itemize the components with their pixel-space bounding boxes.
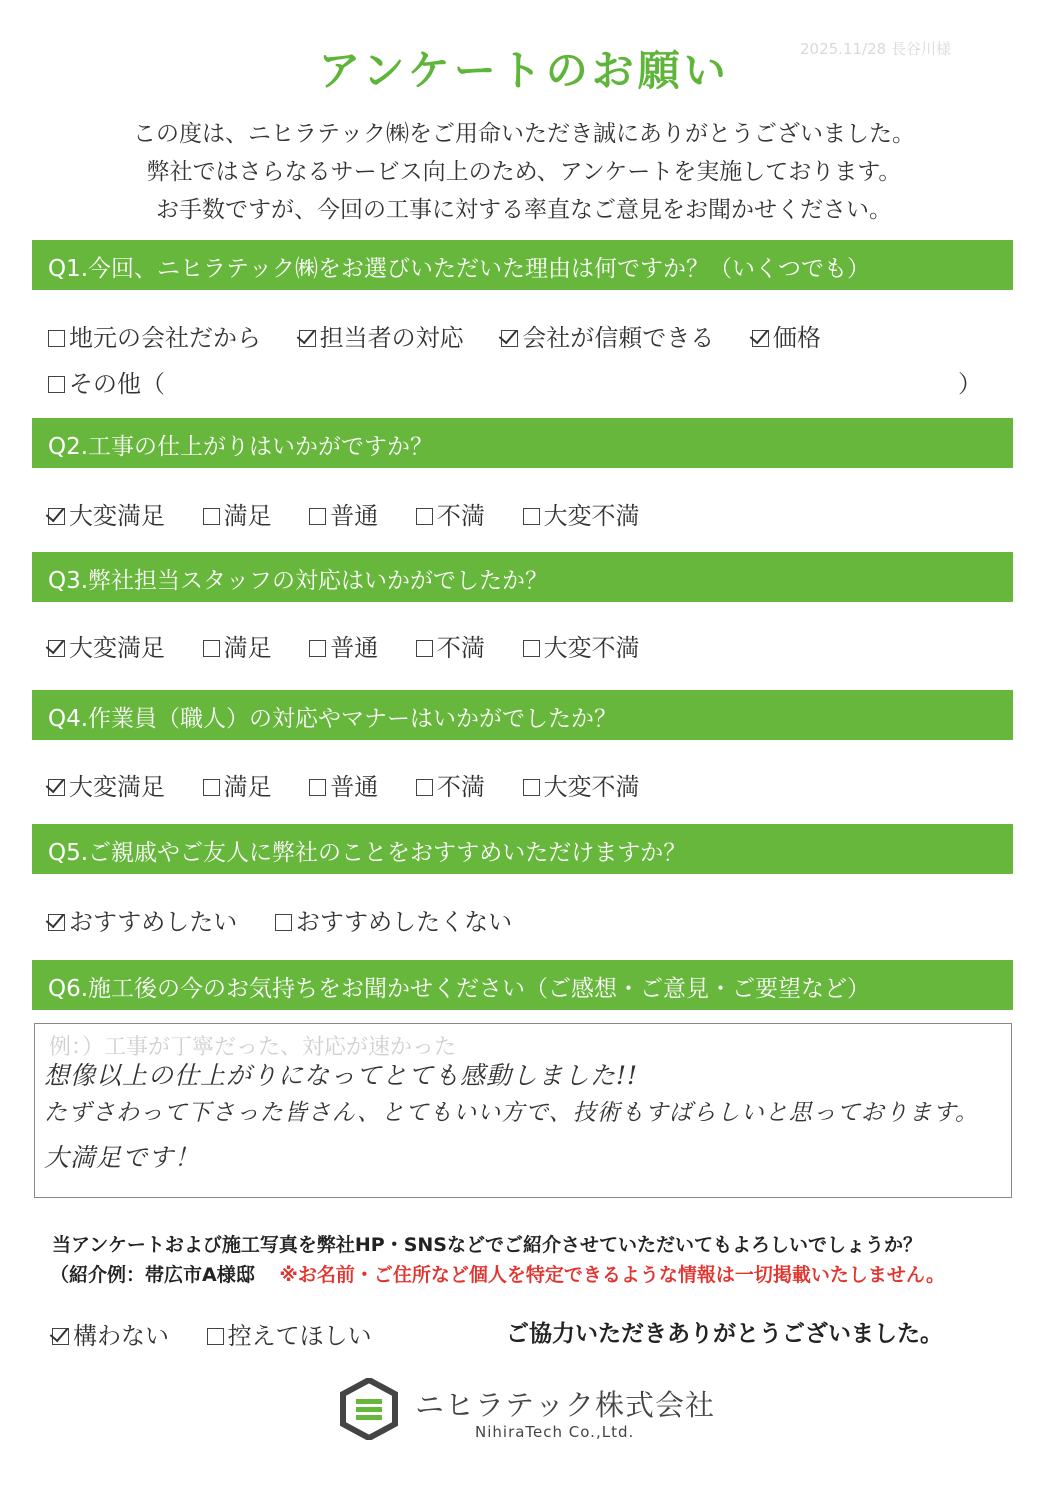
company-name: ニヒラテック株式会社 <box>415 1388 716 1422</box>
option-label: 不満 <box>436 502 485 530</box>
q1-label: Q1.今回、ニヒラテック㈱をお選びいただいた理由は何ですか？（いくつでも） <box>48 256 871 282</box>
page-title: アンケートのお願い <box>318 46 730 95</box>
option-label: 大変不満 <box>543 634 640 662</box>
company-name-en: NihiraTech Co.,Ltd. <box>475 1423 635 1441</box>
thanks-message: ご協力いただきありがとうございました。 <box>506 1321 943 1347</box>
option-label: 普通 <box>330 502 379 530</box>
q2-label: Q2.工事の仕上がりはいかがですか？ <box>48 434 434 460</box>
permission-example: （紹介例：帯広市A様邸 <box>50 1264 255 1286</box>
checkbox[interactable] <box>48 914 65 931</box>
permission-option-allow[interactable] <box>52 1316 169 1351</box>
q4-option[interactable] <box>309 767 378 802</box>
permission-options <box>52 1316 402 1351</box>
q2-option[interactable] <box>416 496 485 531</box>
checkbox[interactable] <box>309 508 326 525</box>
q5-label: Q5.ご親戚やご友人に弊社のことをおすすめいただけますか？ <box>48 840 687 866</box>
checkbox[interactable] <box>203 779 220 796</box>
q2-option[interactable] <box>48 496 165 531</box>
other-close-paren: ） <box>958 370 982 398</box>
option-label: 普通 <box>330 634 379 662</box>
checkbox[interactable] <box>309 640 326 657</box>
q1-header <box>32 240 1013 290</box>
option-label: 価格 <box>772 324 821 352</box>
q4-option[interactable] <box>203 767 272 802</box>
q6-label: Q6.施工後の今のお気持ちをお聞かせください（ご感想・ご意見・ご要望など） <box>48 976 871 1002</box>
option-label: 構わない <box>73 1322 169 1350</box>
checkbox[interactable] <box>299 330 316 347</box>
checkbox[interactable] <box>203 640 220 657</box>
comment-example: 例：）工事が丁寧だった、対応が速かった <box>49 1035 457 1060</box>
q1-option-local[interactable] <box>48 318 261 353</box>
intro-line-1: この度は、ニヒラテック㈱をご用命いただき誠にありがとうございました。 <box>133 121 915 147</box>
q1-options <box>48 318 851 353</box>
option-label: 地元の会社だから <box>69 324 261 352</box>
q3-options <box>48 628 670 663</box>
q3-label: Q3.弊社担当スタッフの対応はいかがでしたか？ <box>48 568 549 594</box>
option-label: おすすめしたい <box>69 908 238 936</box>
checkbox[interactable] <box>416 779 433 796</box>
checkbox[interactable] <box>501 330 518 347</box>
q2-header <box>32 418 1013 468</box>
checkbox[interactable] <box>275 914 292 931</box>
option-label: 満足 <box>223 634 272 662</box>
checkbox[interactable] <box>523 508 540 525</box>
checkbox[interactable] <box>203 508 220 525</box>
checkbox[interactable] <box>416 508 433 525</box>
option-label: 大変不満 <box>543 502 640 530</box>
checkbox[interactable] <box>207 1328 224 1345</box>
q5-option-no[interactable] <box>275 902 512 937</box>
comment-line-2: たずさわって下さった皆さん、とてもいい方で、技術もすばらしいと思っております。 <box>44 1100 979 1126</box>
q4-label: Q4.作業員（職人）の対応やマナーはいかがでしたか？ <box>48 706 618 732</box>
checkbox[interactable] <box>752 330 769 347</box>
checkbox[interactable] <box>52 1328 69 1345</box>
q5-options <box>48 902 542 937</box>
option-label: 満足 <box>223 773 272 801</box>
q4-options <box>48 767 670 802</box>
option-label: 会社が信頼できる <box>522 324 715 352</box>
q5-header <box>32 824 1013 874</box>
option-label: 普通 <box>330 773 379 801</box>
q3-option[interactable] <box>523 628 640 663</box>
intro-line-2: 弊社ではさらなるサービス向上のため、アンケートを実施しております。 <box>146 159 902 185</box>
q2-option[interactable] <box>203 496 272 531</box>
option-label: 担当者の対応 <box>319 324 464 352</box>
q3-option[interactable] <box>48 628 165 663</box>
option-label: おすすめしたくない <box>295 908 513 936</box>
q3-header <box>32 552 1013 602</box>
company-logo-icon <box>338 1378 400 1440</box>
option-label: 控えてほしい <box>227 1322 372 1350</box>
q2-options <box>48 496 670 531</box>
q5-option-yes[interactable] <box>48 902 237 937</box>
option-label: 大変満足 <box>69 634 165 662</box>
checkbox[interactable] <box>416 640 433 657</box>
option-label: 大変不満 <box>543 773 640 801</box>
option-label: 不満 <box>436 773 485 801</box>
q1-option-price[interactable] <box>752 318 821 353</box>
q1-option-other[interactable] <box>48 364 165 399</box>
q4-option[interactable] <box>523 767 640 802</box>
q2-option[interactable] <box>309 496 378 531</box>
checkbox[interactable] <box>48 508 65 525</box>
checkbox[interactable] <box>523 640 540 657</box>
date-stamp: 2025.11/28 長谷川様 <box>800 40 951 58</box>
q4-option[interactable] <box>48 767 165 802</box>
option-label: 満足 <box>223 502 272 530</box>
q3-option[interactable] <box>416 628 485 663</box>
checkbox[interactable] <box>48 640 65 657</box>
q4-header <box>32 690 1013 740</box>
option-label: その他（ <box>69 370 165 398</box>
checkbox[interactable] <box>48 779 65 796</box>
option-label: 不満 <box>436 634 485 662</box>
comment-line-3: 大満足です！ <box>44 1143 201 1172</box>
privacy-notice: ※お名前・ご住所など個人を特定できるような情報は一切掲載いたしません。 <box>279 1264 945 1286</box>
permission-option-decline[interactable] <box>207 1316 372 1351</box>
q3-option[interactable] <box>203 628 272 663</box>
checkbox[interactable] <box>309 779 326 796</box>
q1-option-trust[interactable] <box>501 318 714 353</box>
q1-option-staff[interactable] <box>299 318 464 353</box>
q6-header <box>32 960 1013 1010</box>
q4-option[interactable] <box>416 767 485 802</box>
option-label: 大変満足 <box>69 502 165 530</box>
comment-line-1: 想像以上の仕上がりになってとても感動しました!! <box>44 1061 639 1090</box>
checkbox[interactable] <box>523 779 540 796</box>
permission-example-line <box>50 1260 945 1287</box>
checkbox[interactable] <box>48 376 65 393</box>
option-label: 大変満足 <box>69 773 165 801</box>
q2-option[interactable] <box>523 496 640 531</box>
checkbox[interactable] <box>48 330 65 347</box>
intro-line-3: お手数ですが、今回の工事に対する率直なご意見をお聞かせください。 <box>156 197 892 223</box>
permission-question: 当アンケートおよび施工写真を弊社HP・SNSなどでご紹介させていただいてもよろしいでしょうか？ <box>52 1234 922 1256</box>
q3-option[interactable] <box>309 628 378 663</box>
